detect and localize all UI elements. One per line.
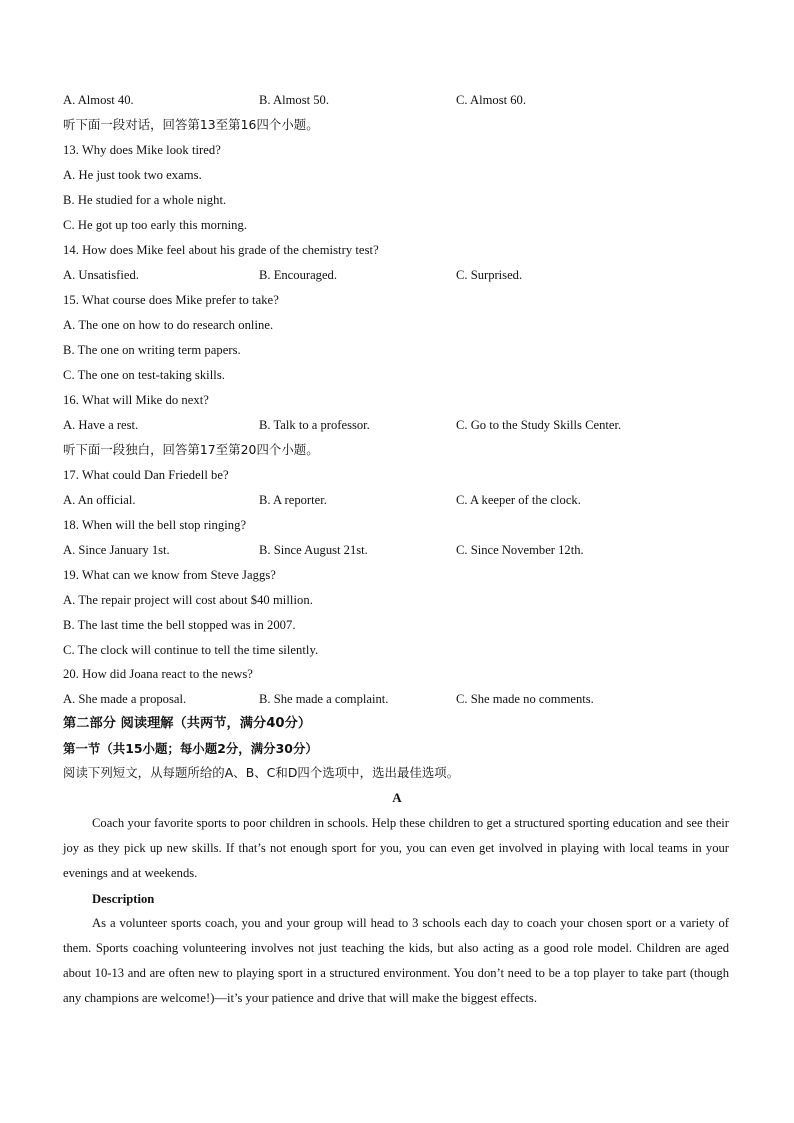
q19-option-b: B. The last time the bell stopped was in 2007.	[63, 618, 296, 632]
q16-option-a: A. Have a rest.	[63, 418, 139, 432]
q18-stem: 18. When will the bell stop ringing?	[63, 518, 247, 532]
q12-option-c: C. Almost 60.	[456, 93, 526, 107]
q20-option-b: B. She made a complaint.	[259, 692, 389, 706]
q17-stem: 17. What could Dan Friedell be?	[63, 468, 229, 482]
q20-option-a: A. She made a proposal.	[63, 692, 187, 706]
passage-label: A	[392, 790, 402, 805]
q13-stem: 13. Why does Mike look tired?	[63, 143, 221, 157]
description-heading: Description	[92, 892, 155, 906]
q19-stem: 19. What can we know from Steve Jaggs?	[63, 568, 276, 582]
q19-option-c: C. The clock will continue to tell the time silently.	[63, 643, 319, 657]
q17-option-a: A. An official.	[63, 493, 136, 507]
passage-paragraph-1: Coach your favorite sports to poor children in schools. Help these children to get a structured sporting education and see their joy as they pick up new skills. If that’s not enough sport for you, you can even get involved in playing with local teams in your evenings and at weekends.	[63, 816, 729, 880]
q20-option-c: C. She made no comments.	[456, 692, 594, 706]
q15-option-c: C. The one on test-taking skills.	[63, 368, 225, 382]
q15-option-b: B. The one on writing term papers.	[63, 343, 241, 357]
q14-option-b: B. Encouraged.	[259, 268, 337, 282]
q17-option-c: C. A keeper of the clock.	[456, 493, 581, 507]
section1-title: 第一节（共15小题；每小题2分，满分30分）	[63, 741, 318, 756]
q16-stem: 16. What will Mike do next?	[63, 393, 209, 407]
q13-option-c: C. He got up too early this morning.	[63, 218, 248, 232]
passage-paragraph-2: As a volunteer sports coach, you and your group will head to 3 schools each day to coach your chosen sport or a variety of them. Sports coaching volunteering involves not just teaching the kids, but also acting as a good role model. Children are aged about 10-13 and are often new to playing sport in a structured environment. You don’t need to be a top player to take part (though any champions are welcome!)—it’s your patience and drive that will make the biggest effects.	[63, 916, 729, 1005]
q12-option-b: B. Almost 50.	[259, 93, 329, 107]
q15-option-a: A. The one on how to do research online.	[63, 318, 274, 332]
q19-option-a: A. The repair project will cost about $40 million.	[63, 593, 313, 607]
q12-option-a: A. Almost 40.	[63, 93, 134, 107]
q17-option-b: B. A reporter.	[259, 493, 327, 507]
q16-option-c: C. Go to the Study Skills Center.	[456, 418, 622, 432]
q14-option-a: A. Unsatisfied.	[63, 268, 139, 282]
q18-option-c: C. Since November 12th.	[456, 543, 584, 557]
q18-option-b: B. Since August 21st.	[259, 543, 368, 557]
q14-option-c: C. Surprised.	[456, 268, 523, 282]
q15-stem: 15. What course does Mike prefer to take?	[63, 293, 279, 307]
q20-stem: 20. How did Joana react to the news?	[63, 667, 253, 681]
instruction-13-16: 听下面一段对话，回答第13至第16四个小题。	[63, 117, 319, 132]
instruction-17-20: 听下面一段独白，回答第17至第20四个小题。	[63, 442, 319, 457]
q18-option-a: A. Since January 1st.	[63, 543, 170, 557]
q16-option-b: B. Talk to a professor.	[259, 418, 370, 432]
section1-instruction: 阅读下列短文，从每题所给的A、B、C和D四个选项中，选出最佳选项。	[63, 765, 460, 780]
part2-title: 第二部分 阅读理解（共两节，满分40分）	[63, 716, 312, 731]
q14-stem: 14. How does Mike feel about his grade of the chemistry test?	[63, 243, 379, 257]
q13-option-a: A. He just took two exams.	[63, 168, 202, 182]
q13-option-b: B. He studied for a whole night.	[63, 193, 227, 207]
